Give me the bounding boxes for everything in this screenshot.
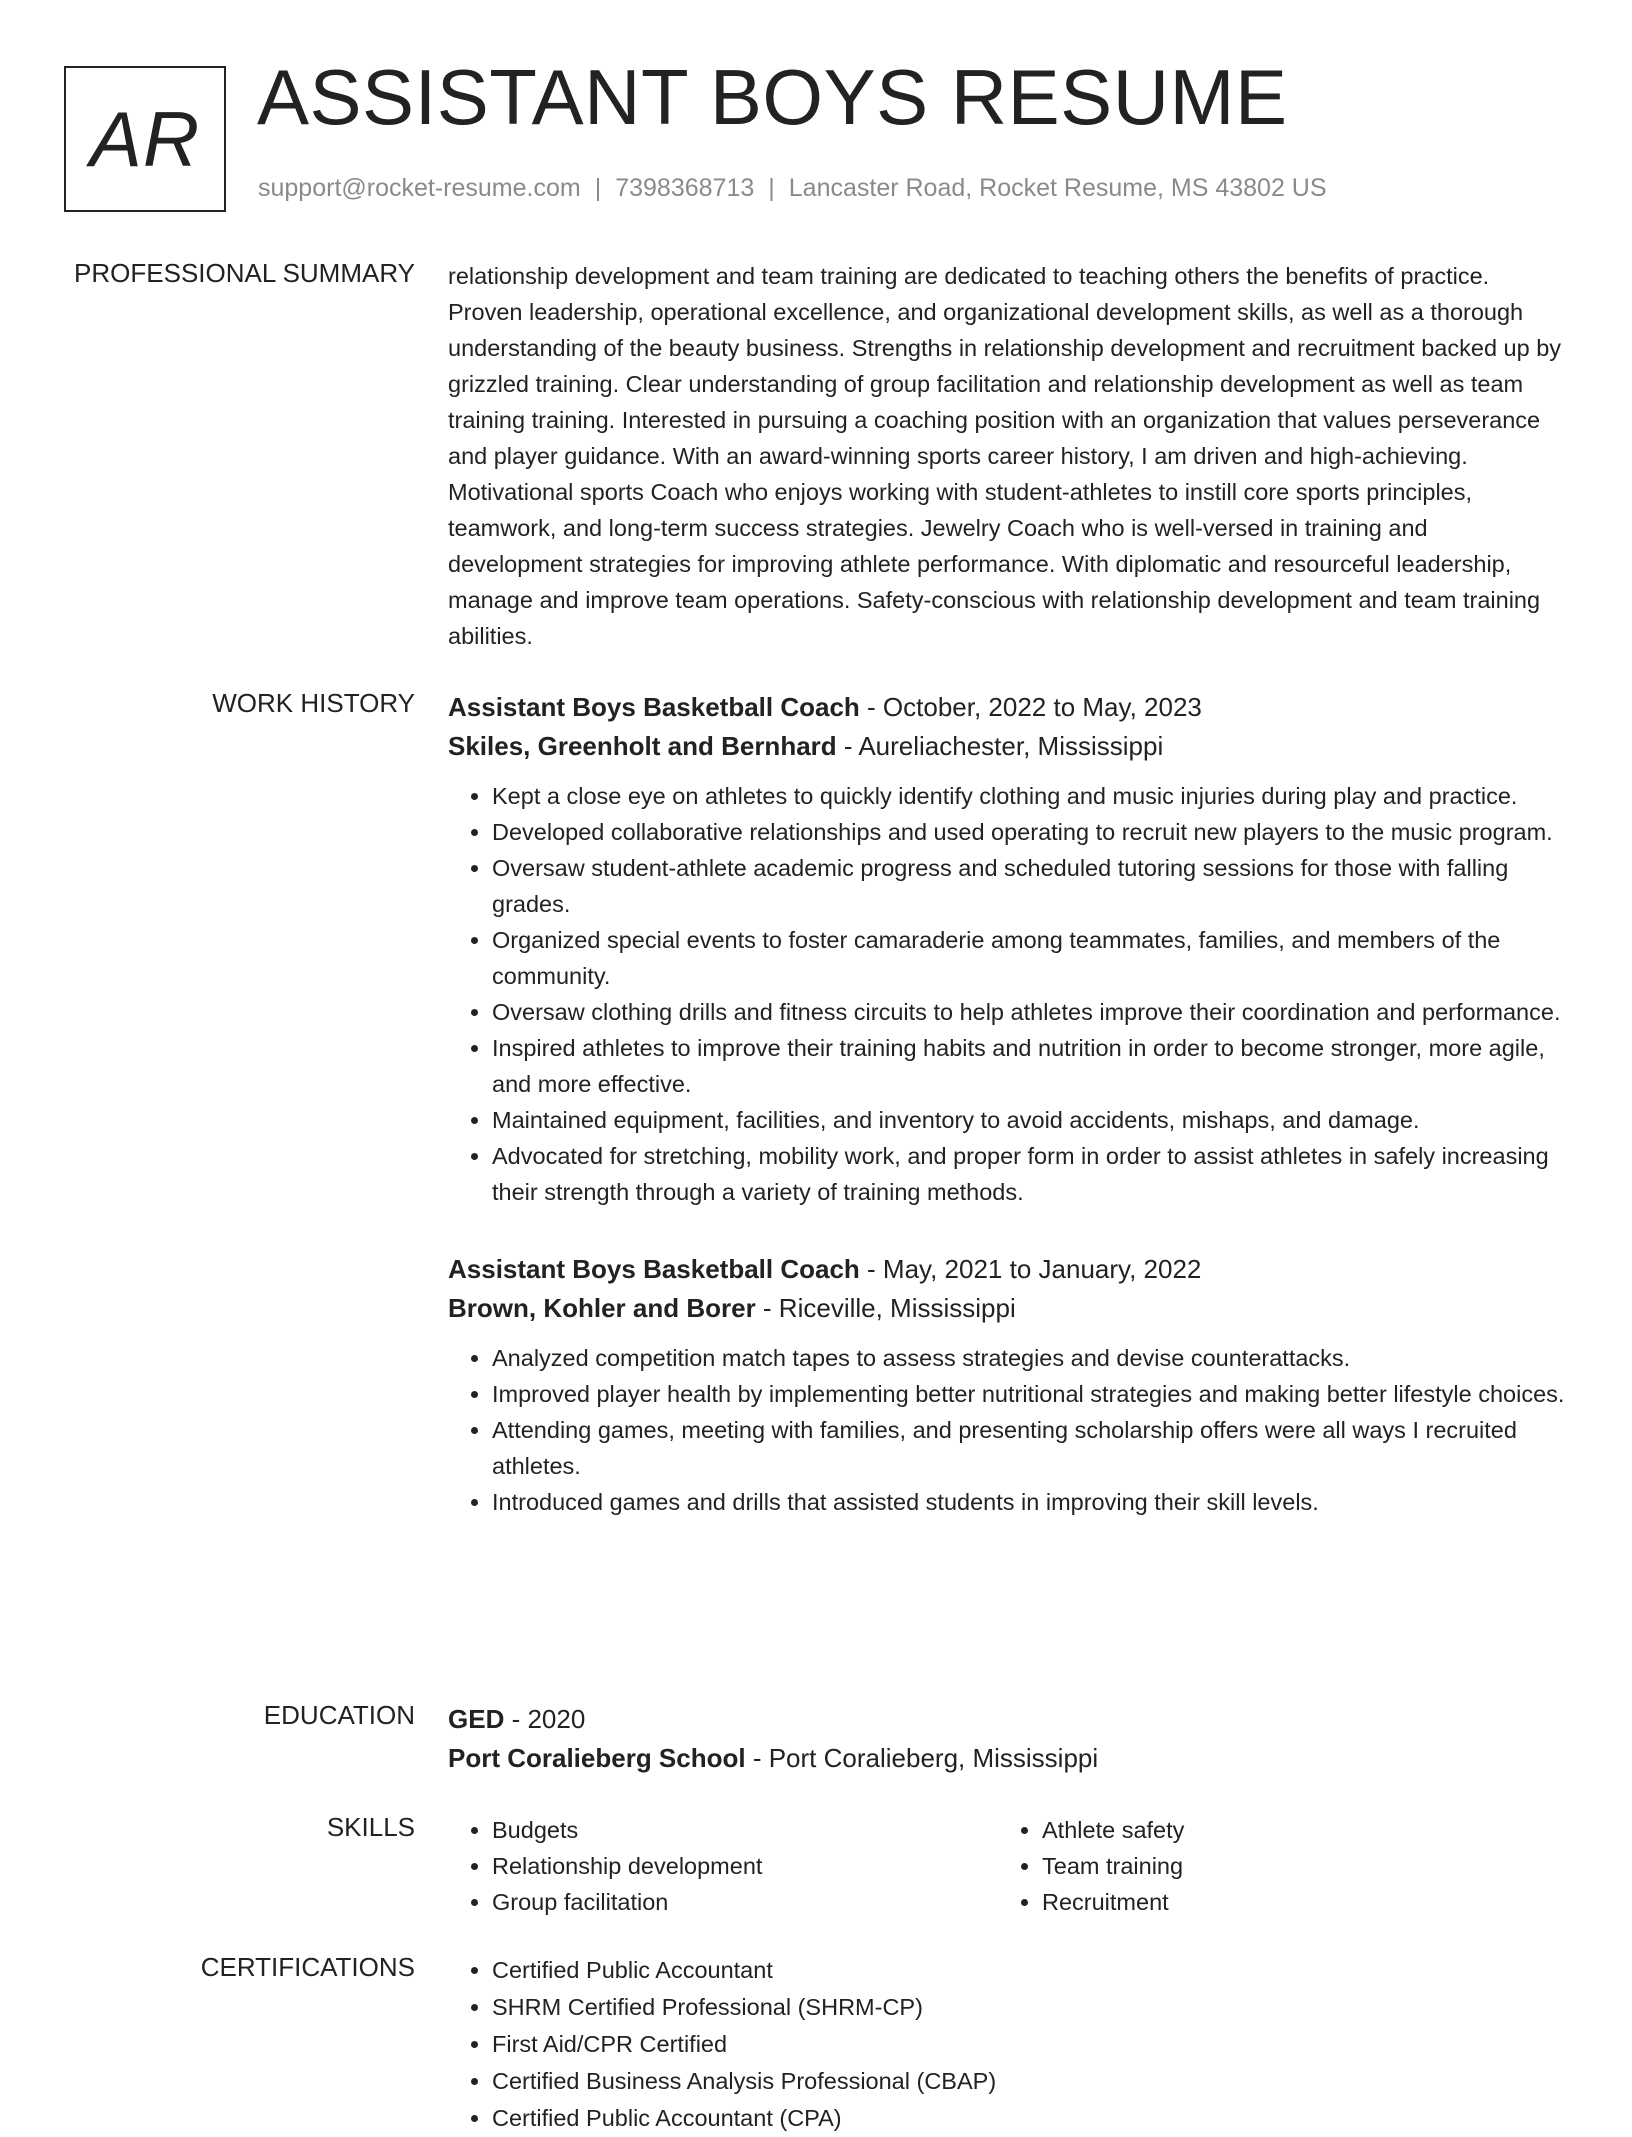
resume-name: ASSISTANT BOYS RESUME (257, 53, 1288, 141)
certifications-heading: CERTIFICATIONS (200, 1952, 415, 1982)
initials-monogram: AR (64, 66, 226, 212)
job-org-line (448, 1289, 1566, 1328)
skill-item: • Budgets (492, 1812, 998, 1848)
job-duty: • Introduced games and drills that assisted students in improving their skill levels. (492, 1484, 1566, 1520)
work-history-content (448, 688, 1566, 1560)
education-year: - 2020 (504, 1704, 586, 1734)
job-dates: - October, 2022 to May, 2023 (859, 692, 1202, 722)
certification-item: • First Aid/CPR Certified (492, 2026, 1566, 2063)
contact-separator: | (594, 174, 602, 202)
job-entry (448, 1250, 1566, 1520)
certification-item: • SHRM Certified Professional (SHRM-CP) (492, 1989, 1566, 2026)
job-duties-list (448, 778, 1566, 1210)
summary-content (448, 258, 1566, 654)
job-title-line (448, 688, 1566, 727)
job-duty: • Analyzed competition match tapes to assess strategies and devise counterattacks. (492, 1340, 1566, 1376)
job-duties-list (448, 1340, 1566, 1520)
certifications-list (448, 1952, 1566, 2137)
contact-separator: | (768, 174, 775, 202)
job-employer: Skiles, Greenholt and Bernhard (448, 731, 837, 761)
certifications-content (448, 1952, 1566, 2137)
job-duty: • Organized special events to foster camaraderie among teammates, families, and members of the community. (492, 922, 1566, 994)
job-duty: • Improved player health by implementing better nutritional strategies and making better lifestyle choices. (492, 1376, 1566, 1412)
certification-item: • Certified Public Accountant (492, 1952, 1566, 1989)
education-school-line (448, 1739, 1566, 1778)
skills-column-left (448, 1812, 998, 1920)
skills-content (448, 1812, 1566, 1920)
skills-heading: SKILLS (326, 1812, 415, 1842)
job-duty: • Inspired athletes to improve their training habits and nutrition in order to become stronger, more agile, and more effective. (492, 1030, 1566, 1102)
contact-line (258, 174, 1327, 203)
education-degree-line (448, 1700, 1566, 1739)
skill-item: • Relationship development (492, 1848, 998, 1884)
education-location: - Port Coralieberg, Mississippi (745, 1743, 1099, 1773)
job-duty: • Oversaw student-athlete academic progress and scheduled tutoring sessions for those with falling grades. (492, 850, 1566, 922)
job-title: Assistant Boys Basketball Coach (448, 1254, 860, 1284)
job-employer: Brown, Kohler and Borer (448, 1293, 756, 1323)
summary-text: relationship development and team training are dedicated to teaching others the benefits of practice. Proven leadership, operational excellence, and organizational development skills, as well as a thorough understanding of the beauty business. Strengths in relationship development and recruitment backed up by grizzled training. Clear understanding of group facilitation and relationship development as well as team training training. Interested in pursuing a coaching position with an organization that values perseverance and player guidance. With an award-winning sports career history, I am driven and high-achieving. Motivational sports Coach who enjoys working with student-athletes to instill core sports principles, teamwork, and long-term success strategies. Jewelry Coach who is well-versed in training and development strategies for improving athlete performance. With diplomatic and resourceful leadership, manage and improve team operations. Safety-conscious with relationship development and team training abilities. (448, 263, 1562, 649)
job-title-line (448, 1250, 1566, 1289)
job-org-line (448, 727, 1566, 766)
education-content (448, 1700, 1566, 1778)
skill-item: • Team training (1042, 1848, 1548, 1884)
skills-column-right (998, 1812, 1548, 1920)
job-duty: • Kept a close eye on athletes to quickly identify clothing and music injuries during play and practice. (492, 778, 1566, 814)
job-title: Assistant Boys Basketball Coach (448, 692, 860, 722)
skill-item: • Recruitment (1042, 1884, 1548, 1920)
job-location: - Aureliachester, Mississippi (836, 731, 1164, 761)
job-duty: • Maintained equipment, facilities, and inventory to avoid accidents, mishaps, and damage. (492, 1102, 1566, 1138)
certification-item: • Certified Business Analysis Professional (CBAP) (492, 2063, 1566, 2100)
job-duty: • Developed collaborative relationships and used operating to recruit new players to the music program. (492, 814, 1566, 850)
education-school: Port Coralieberg School (448, 1743, 746, 1773)
job-location: - Riceville, Mississippi (755, 1293, 1016, 1323)
job-duty: • Attending games, meeting with families, and presenting scholarship offers were all ways I recruited athletes. (492, 1412, 1566, 1484)
certification-item: • Certified Public Accountant (CPA) (492, 2100, 1566, 2137)
contact-email: support@rocket-resume.com (258, 174, 581, 202)
summary-heading: PROFESSIONAL SUMMARY (74, 258, 415, 288)
skills-grid (448, 1812, 1566, 1920)
contact-address: Lancaster Road, Rocket Resume, MS 43802 US (788, 174, 1327, 202)
skill-item: • Group facilitation (492, 1884, 998, 1920)
job-duty: • Oversaw clothing drills and fitness circuits to help athletes improve their coordination and performance. (492, 994, 1566, 1030)
job-entry (448, 688, 1566, 1210)
job-dates: - May, 2021 to January, 2022 (859, 1254, 1202, 1284)
education-degree: GED (448, 1704, 505, 1734)
skill-item: • Athlete safety (1042, 1812, 1548, 1848)
contact-phone: 7398368713 (615, 174, 755, 202)
job-duty: • Advocated for stretching, mobility work, and proper form in order to assist athletes in safely increasing their strength through a variety of training methods. (492, 1138, 1566, 1210)
education-heading: EDUCATION (263, 1700, 415, 1730)
work-history-heading: WORK HISTORY (212, 688, 415, 718)
